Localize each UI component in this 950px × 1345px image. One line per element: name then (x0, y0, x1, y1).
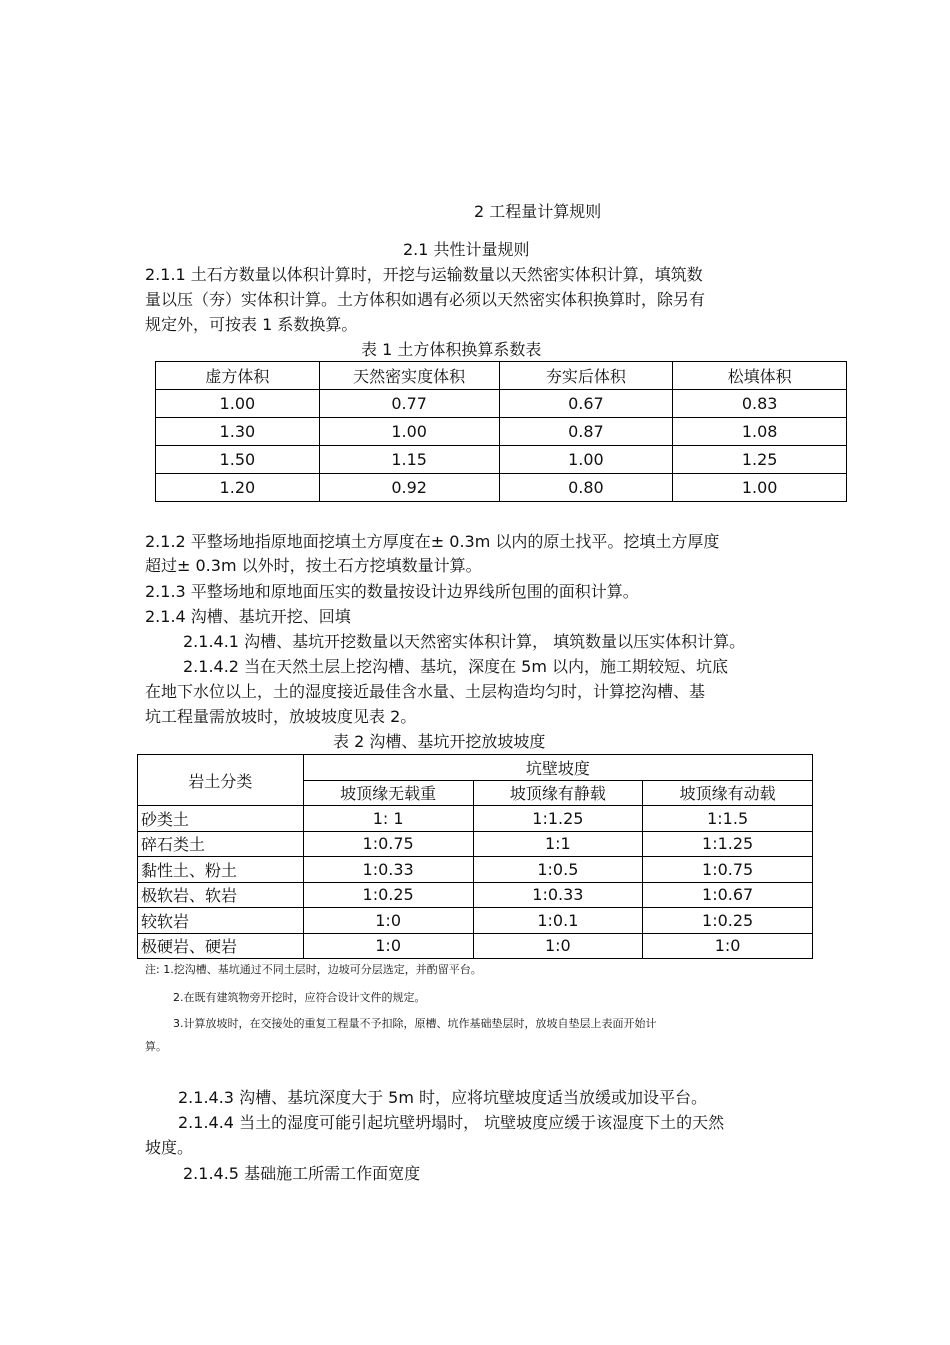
table-header-cell: 天然密实度体积 (319, 362, 499, 390)
table-cell: 1.20 (156, 474, 320, 502)
table-cell: 1.00 (499, 446, 673, 474)
table-cell: 黏性土、粉土 (138, 857, 304, 883)
paragraph-2-1-1-line-1: 2.1.1 土石方数量以体积计算时，开挖与运输数量以天然密实体积计算，填筑数 (145, 265, 703, 284)
table-row (138, 806, 813, 832)
section-title: 2.1 共性计量规则 (403, 240, 530, 259)
table-cell: 0.77 (319, 390, 499, 418)
table-header-group: 坑壁坡度 (303, 755, 812, 781)
table-header-cell: 松填体积 (673, 362, 847, 390)
paragraph-2-1-4-4-line-1: 2.1.4.4 当土的湿度可能引起坑壁坍塌时， 坑壁坡度应缓于该湿度下土的天然 (178, 1113, 725, 1132)
table-cell: 1: 1 (303, 806, 473, 832)
table-cell: 1:0 (303, 933, 473, 959)
table-cell: 1.00 (156, 390, 320, 418)
table-cell: 1:1.25 (473, 806, 643, 832)
table-row (138, 933, 813, 959)
table-row (138, 908, 813, 934)
paragraph-2-1-4: 2.1.4 沟槽、基坑开挖、回填 (145, 607, 351, 626)
table-note-1: 注: 1.挖沟槽、基坑通过不同土层时，边坡可分层选定，并酌留平台。 (145, 963, 482, 976)
table-row (138, 857, 813, 883)
table-cell: 1:0.75 (303, 831, 473, 857)
table-cell: 1:0.75 (643, 857, 813, 883)
table-cell: 1:0.33 (473, 882, 643, 908)
table-header-cell: 坡顶缘有动载 (643, 780, 813, 806)
table-cell: 0.83 (673, 390, 847, 418)
table-cell: 1:0 (303, 908, 473, 934)
table-cell: 1:0.25 (303, 882, 473, 908)
table-note-3-continued: 算。 (145, 1040, 167, 1053)
table-note-3: 3.计算放坡时，在交接处的重复工程量不予扣除，原槽、坑作基础垫层时，放坡自垫层上表面开始计 (173, 1017, 657, 1030)
paragraph-2-1-4-2-line-1: 2.1.4.2 当在天然土层上挖沟槽、基坑，深度在 5m 以内，施工期较短、坑底 (183, 657, 729, 676)
table-row (156, 474, 847, 502)
table-cell: 1:1 (473, 831, 643, 857)
paragraph-2-1-4-3: 2.1.4.3 沟槽、基坑深度大于 5m 时，应将坑壁坡度适当放缓或加设平台。 (178, 1088, 708, 1107)
paragraph-2-1-2-line-1: 2.1.2 平整场地指原地面挖填土方厚度在± 0.3m 以内的原土找平。挖填土方厚度 (145, 532, 720, 551)
table-cell: 1.08 (673, 418, 847, 446)
table-cell: 1.00 (319, 418, 499, 446)
table-cell: 1:1.5 (643, 806, 813, 832)
table-cell: 1.30 (156, 418, 320, 446)
table-cell: 碎石类土 (138, 831, 304, 857)
slope-ratio-table (137, 754, 813, 959)
table-cell: 1:0.33 (303, 857, 473, 883)
table-row (138, 831, 813, 857)
paragraph-2-1-4-2-line-3: 坑工程量需放坡时，放坡坡度见表 2。 (145, 707, 417, 726)
table-cell: 较软岩 (138, 908, 304, 934)
table-cell: 0.80 (499, 474, 673, 502)
table-cell: 1:0.67 (643, 882, 813, 908)
table-cell: 1:1.25 (643, 831, 813, 857)
paragraph-2-1-1-line-3: 规定外，可按表 1 系数换算。 (145, 315, 358, 334)
paragraph-2-1-4-5: 2.1.4.5 基础施工所需工作面宽度 (183, 1164, 421, 1183)
table-cell: 1:0 (643, 933, 813, 959)
paragraph-2-1-4-2-line-2: 在地下水位以上，土的湿度接近最佳含水量、土层构造均匀时，计算挖沟槽、基 (145, 682, 706, 701)
table-cell: 0.87 (499, 418, 673, 446)
table-cell: 0.67 (499, 390, 673, 418)
table-header-row (156, 362, 847, 390)
table-header-cell: 夯实后体积 (499, 362, 673, 390)
soil-volume-conversion-table (155, 361, 847, 502)
table-row (156, 390, 847, 418)
table-row (156, 446, 847, 474)
table-cell: 1:0.1 (473, 908, 643, 934)
table-cell: 砂类土 (138, 806, 304, 832)
table-row (138, 882, 813, 908)
table-header-cell: 坡顶缘有静载 (473, 780, 643, 806)
table-cell: 1.25 (673, 446, 847, 474)
table-cell: 极硬岩、硬岩 (138, 933, 304, 959)
paragraph-2-1-4-1: 2.1.4.1 沟槽、基坑开挖数量以天然密实体积计算， 填筑数量以压实体积计算。 (183, 632, 746, 651)
paragraph-2-1-4-4-line-2: 坡度。 (145, 1138, 194, 1157)
paragraph-2-1-1-line-2: 量以压（夯）实体积计算。土方体积如遇有必须以天然密实体积换算时，除另有 (145, 290, 706, 309)
table-cell: 1.50 (156, 446, 320, 474)
table-cell: 极软岩、软岩 (138, 882, 304, 908)
table-cell: 1:0 (473, 933, 643, 959)
table-header-row (138, 755, 813, 781)
table-row (156, 418, 847, 446)
paragraph-2-1-2-line-2: 超过± 0.3m 以外时，按土石方挖填数量计算。 (145, 556, 482, 575)
table-header-cell: 虚方体积 (156, 362, 320, 390)
table-2-caption: 表 2 沟槽、基坑开挖放坡坡度 (333, 732, 546, 751)
table-cell: 0.92 (319, 474, 499, 502)
table-1-caption: 表 1 土方体积换算系数表 (361, 340, 542, 359)
table-header-cell: 坡顶缘无载重 (303, 780, 473, 806)
table-cell: 1.15 (319, 446, 499, 474)
table-note-2: 2.在既有建筑物旁开挖时，应符合设计文件的规定。 (173, 991, 426, 1004)
table-header-cell: 岩土分类 (138, 755, 304, 806)
chapter-title: 2 工程量计算规则 (474, 202, 602, 221)
table-cell: 1.00 (673, 474, 847, 502)
table-cell: 1:0.5 (473, 857, 643, 883)
table-cell: 1:0.25 (643, 908, 813, 934)
paragraph-2-1-3: 2.1.3 平整场地和原地面压实的数量按设计边界线所包围的面积计算。 (145, 582, 639, 601)
